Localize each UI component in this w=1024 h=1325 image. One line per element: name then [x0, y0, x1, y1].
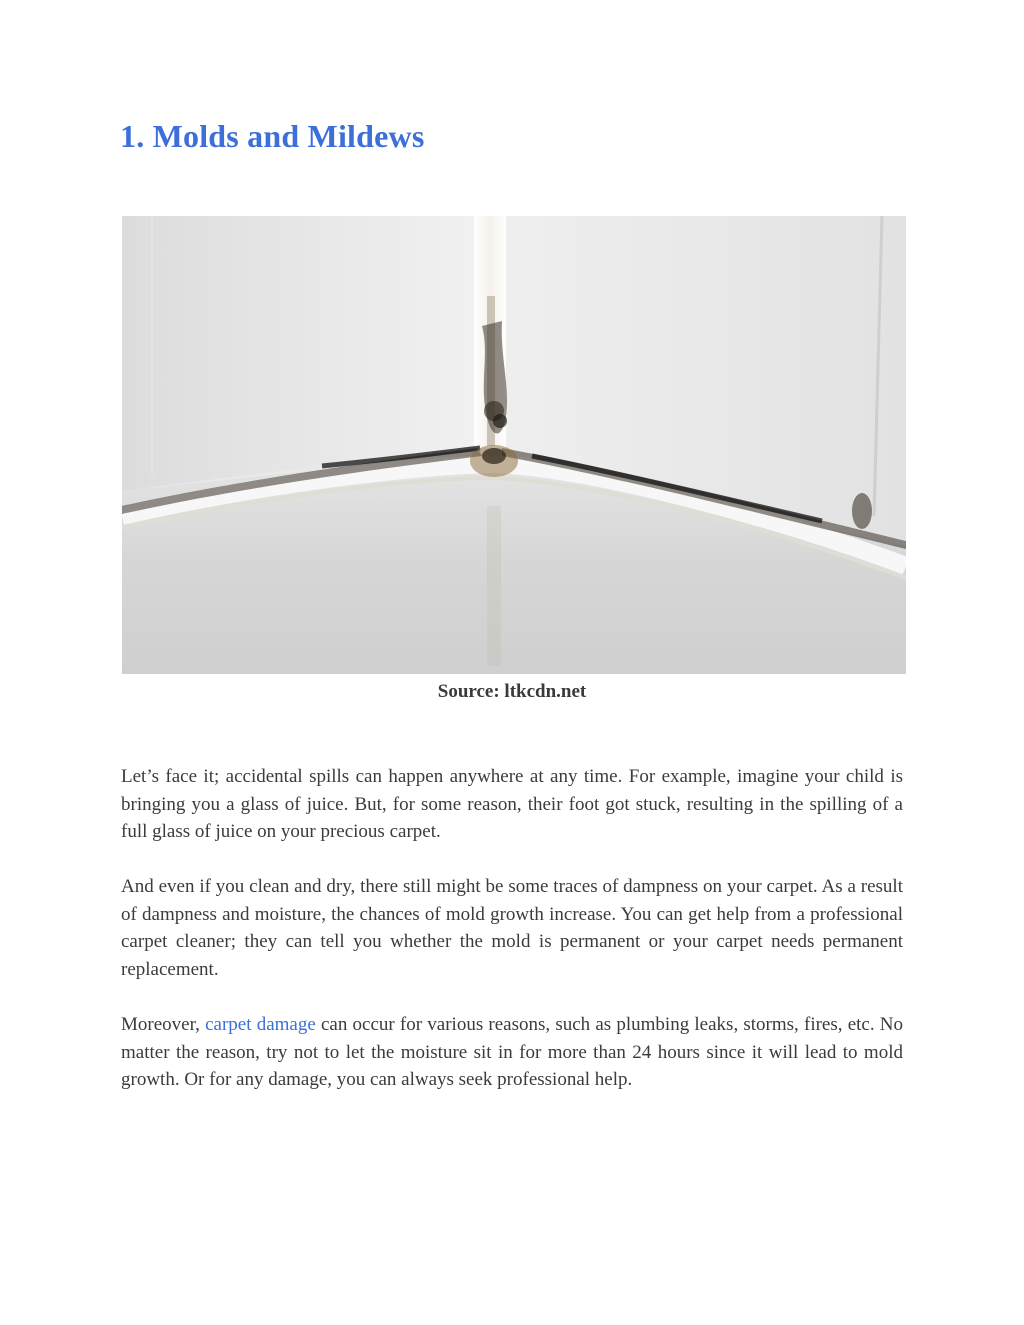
- paragraph-carpet-damage: [121, 1011, 903, 1094]
- paragraph-carpet-damage-intro: Moreover,: [121, 1014, 206, 1035]
- carpet-damage-link[interactable]: carpet damage: [205, 1014, 316, 1035]
- section-heading: 1. Molds and Mildews: [120, 118, 425, 154]
- image-caption: Source: ltkcdn.net: [437, 681, 587, 702]
- paragraph-carpet-damage-rest: can occur for various reasons, such as plumbing leaks, storms, fires, etc. No matter the reason, try not to let the moisture sit in for more than 24 hours since it will lead to mold growth. Or for any damage, you can always seek professional help.: [121, 1014, 904, 1091]
- paragraph-dampness: And even if you clean and dry, there still might be some traces of dampness on your carpet. As a result of dampness and moisture, the chances of mold growth increase. You can get help from a professional carpet cleaner; they can tell you whether the mold is permanent or your carpet needs permanent replacement.: [121, 876, 903, 981]
- paragraph-spills: Let’s face it; accidental spills can happen anywhere at any time. For example, imagine your child is bringing you a glass of juice. But, for some reason, their foot got stuck, resulting in the spilling of a full glass of juice on your precious carpet.: [121, 766, 903, 843]
- mold-corner-photo: [122, 216, 906, 674]
